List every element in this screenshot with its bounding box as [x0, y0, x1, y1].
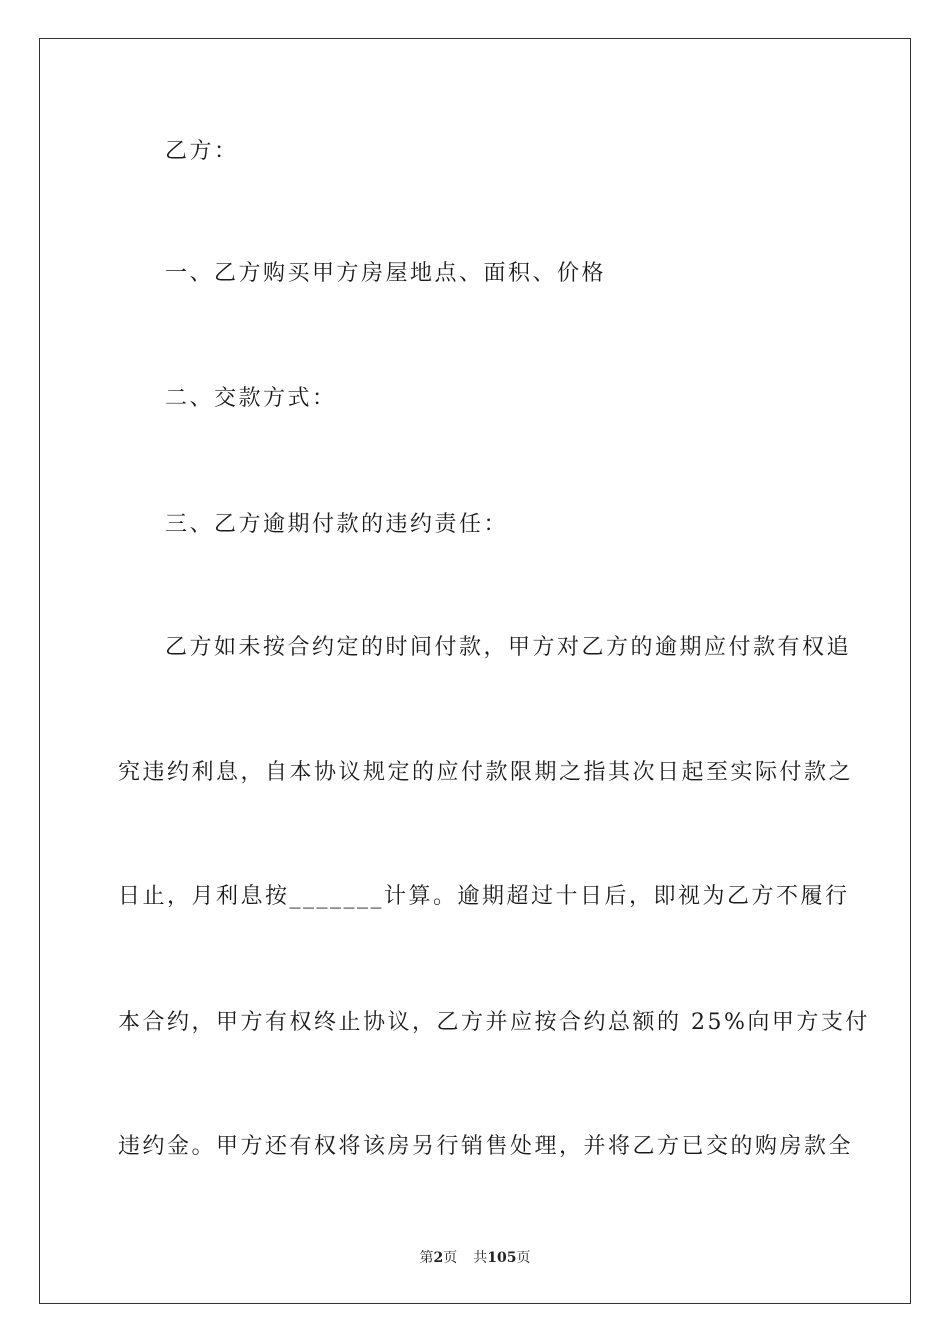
section-3-heading: 三、乙方逾期付款的违约责任：	[165, 512, 509, 537]
footer-total-pages: 105	[487, 1250, 517, 1266]
footer-prefix: 第	[419, 1250, 434, 1266]
footer-page-suffix: 页	[443, 1250, 458, 1266]
page-border	[39, 38, 911, 1304]
paragraph-line-4: 本合约，甲方有权终止协议，乙方并应按合约总额的 25%向甲方支付	[118, 1010, 870, 1035]
paragraph-line-3: 日止，月利息按_______计算。逾期超过十日后，即视为乙方不履行	[118, 884, 850, 909]
party-b-label: 乙方：	[165, 139, 239, 164]
footer-total-prefix: 共	[473, 1250, 488, 1266]
page-footer	[0, 1247, 950, 1267]
footer-page-number: 2	[433, 1250, 444, 1266]
paragraph-line-5: 违约金。甲方还有权将该房另行销售处理，并将乙方已交的购房款全	[118, 1134, 854, 1159]
section-1-heading: 一、乙方购买甲方房屋地点、面积、价格	[165, 261, 607, 286]
section-2-heading: 二、交款方式：	[165, 386, 337, 411]
paragraph-line-1: 乙方如未按合约定的时间付款，甲方对乙方的逾期应付款有权追	[165, 635, 852, 660]
footer-total-suffix: 页	[516, 1250, 531, 1266]
paragraph-line-2: 究违约利息，自本协议规定的应付款限期之指其次日起至实际付款之	[118, 760, 854, 785]
